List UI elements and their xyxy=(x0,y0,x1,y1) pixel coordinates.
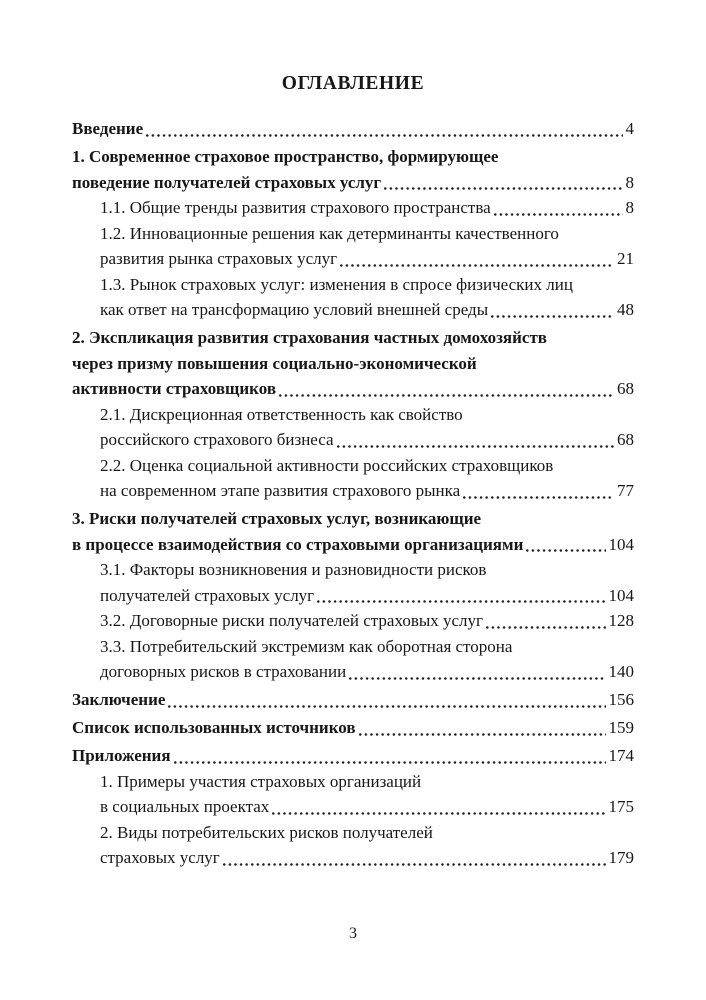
toc-entry-text: 1.1. Общие тренды развития страхового пространства xyxy=(100,198,491,217)
toc-entry xyxy=(72,453,634,504)
toc-line: 1. Современное страховое пространство, формирующее xyxy=(72,147,499,166)
toc-line: через призму повышения социально-экономической xyxy=(72,353,477,373)
toc-entry xyxy=(72,402,634,453)
toc-row xyxy=(72,532,634,558)
toc-row xyxy=(72,743,634,769)
dot-leader xyxy=(384,187,622,190)
toc-row xyxy=(100,583,634,609)
toc-entry-text: Список использованных источников xyxy=(72,718,356,737)
toc-page-number: 21 xyxy=(617,249,634,268)
toc-page-number: 77 xyxy=(617,481,634,500)
toc-page-number: 8 xyxy=(625,172,634,192)
toc-page-number: 140 xyxy=(608,662,634,681)
toc-row xyxy=(72,170,634,196)
toc-line: 1. Примеры участия страховых организаций xyxy=(100,771,422,791)
page-title: ОГЛАВЛЕНИЕ xyxy=(281,73,425,94)
toc-entry-text: договорных рисков в страховании xyxy=(100,662,347,681)
toc-entry xyxy=(72,272,634,323)
toc-entry xyxy=(72,769,634,820)
toc-entry-text: Приложения xyxy=(72,746,171,765)
table-of-contents xyxy=(72,116,634,871)
dot-leader xyxy=(146,134,622,137)
toc-page-number: 48 xyxy=(617,300,634,319)
toc-entry xyxy=(72,506,634,557)
toc-entry xyxy=(72,325,634,402)
dot-leader xyxy=(223,863,606,866)
toc-entry xyxy=(72,820,634,871)
dot-leader xyxy=(526,549,605,552)
toc-entry-text: Заключение xyxy=(72,690,166,709)
toc-line: 1.2. Инновационные решения как детерминанты качественного xyxy=(100,223,559,243)
toc-entry-text: как ответ на трансформацию условий внешней среды xyxy=(100,300,489,319)
dot-leader xyxy=(494,213,623,216)
toc-row xyxy=(100,427,634,453)
toc-page-number: 68 xyxy=(617,430,634,449)
dot-leader xyxy=(486,626,605,629)
toc-row xyxy=(100,794,634,820)
toc-line: 2.1. Дискреционная ответственность как свойство xyxy=(100,404,463,424)
toc-row xyxy=(100,195,634,221)
dot-leader xyxy=(337,445,614,448)
toc-line: 3. Риски получателей страховых услуг, возникающие xyxy=(72,509,482,528)
toc-entry xyxy=(72,687,634,713)
toc-entry-text: в процессе взаимодействия со страховыми организациями xyxy=(72,534,524,554)
toc-page-number: 179 xyxy=(608,848,634,867)
toc-row xyxy=(100,659,634,685)
toc-row xyxy=(72,116,634,142)
toc-row xyxy=(100,297,634,323)
dot-leader xyxy=(463,496,614,499)
toc-row xyxy=(100,478,634,504)
toc-line: 2. Экспликация развития страхования частных домохозяйств xyxy=(72,328,547,347)
dot-leader xyxy=(174,761,606,764)
toc-row xyxy=(100,845,634,871)
dot-leader xyxy=(340,264,614,267)
dot-leader xyxy=(359,733,606,736)
toc-entry-text: активности страховщиков xyxy=(72,379,276,398)
toc-page-number: 8 xyxy=(625,198,634,217)
toc-entry-text: поведение получателей страховых услуг xyxy=(72,172,382,192)
toc-entry-text: получателей страховых услуг xyxy=(100,585,315,605)
toc-page-number: 68 xyxy=(617,379,634,398)
footer-page-number: 3 xyxy=(349,925,357,942)
toc-entry-text: 3.2. Договорные риски получателей страховых услуг xyxy=(100,611,484,630)
toc-entry-text: Введение xyxy=(72,119,144,138)
toc-entry xyxy=(72,634,634,685)
toc-row xyxy=(72,376,634,402)
toc-page-number: 128 xyxy=(608,611,634,630)
toc-entry xyxy=(72,144,634,195)
toc-page-number: 159 xyxy=(608,718,634,737)
toc-line: 2. Виды потребительских рисков получателей xyxy=(100,822,433,842)
toc-line: 3.1. Факторы возникновения и разновидности рисков xyxy=(100,560,487,579)
toc-entry-text: развития рынка страховых услуг xyxy=(100,249,338,268)
toc-entry xyxy=(72,195,634,221)
toc-page-number: 104 xyxy=(608,534,634,554)
toc-page-number: 156 xyxy=(608,690,634,709)
toc-line: 1.3. Рынок страховых услуг: изменения в спросе физических лиц xyxy=(100,274,573,294)
toc-row xyxy=(100,608,634,634)
toc-page-number: 4 xyxy=(625,119,634,138)
dot-leader xyxy=(168,705,605,708)
toc-entry-text: страховых услуг xyxy=(100,848,220,867)
toc-entry xyxy=(72,116,634,142)
toc-row xyxy=(100,246,634,272)
toc-entry xyxy=(72,557,634,608)
dot-leader xyxy=(349,677,605,680)
toc-entry-text: в социальных проектах xyxy=(100,797,270,816)
toc-entry-text: на современном этапе развития страхового рынка xyxy=(100,481,461,500)
toc-line: 2.2. Оценка социальной активности российских страховщиков xyxy=(100,455,554,475)
toc-row xyxy=(72,687,634,713)
dot-leader xyxy=(279,394,614,397)
toc-page-number: 175 xyxy=(608,797,634,816)
toc-entry-text: российского страхового бизнеса xyxy=(100,430,334,449)
toc-entry xyxy=(72,608,634,634)
toc-page-number: 104 xyxy=(608,585,634,605)
dot-leader xyxy=(491,315,614,318)
toc-line: 3.3. Потребительский экстремизм как оборотная сторона xyxy=(100,636,513,656)
toc-entry xyxy=(72,221,634,272)
toc-row xyxy=(72,715,634,741)
toc-entry xyxy=(72,743,634,769)
dot-leader xyxy=(272,812,605,815)
toc-page-number: 174 xyxy=(608,746,634,765)
toc-entry xyxy=(72,715,634,741)
dot-leader xyxy=(317,600,605,603)
